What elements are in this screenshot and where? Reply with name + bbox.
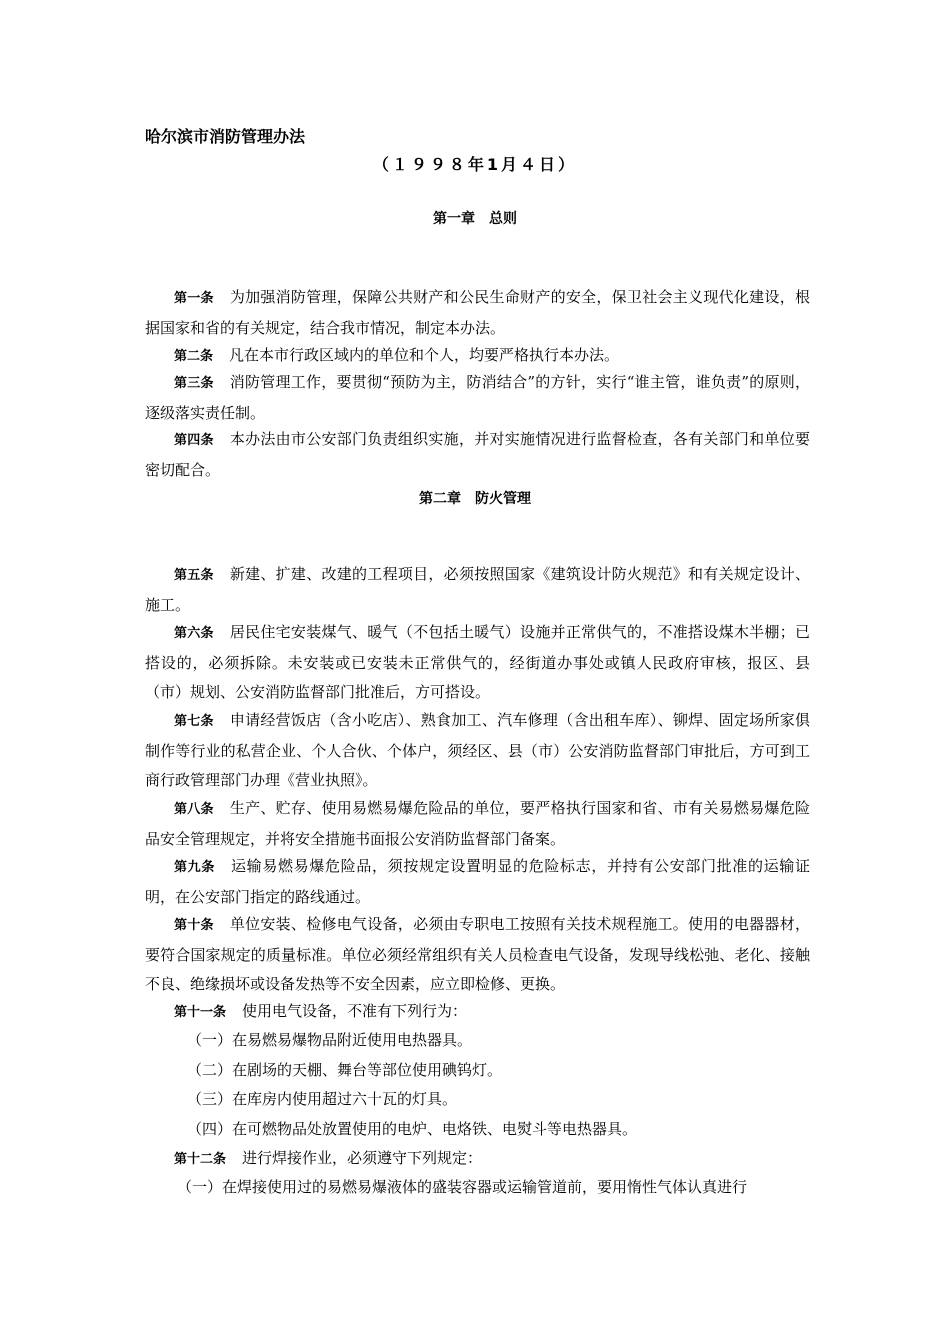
article-label: 第五条 — [174, 568, 214, 583]
document-date: （１９９８年1月４日） — [372, 155, 578, 174]
article — [145, 283, 810, 343]
article — [145, 706, 810, 796]
list-item: （一）在易燃易爆物品附近使用电热器具。 — [187, 1031, 473, 1049]
article-label: 第八条 — [174, 802, 214, 817]
article-text: 单位安装、检修电气设备，必须由专职电工按照有关技术规程施工。使用的电器器材，要符合国家规定的质量标准。单位必须经常组织有关人员检查电气设备，发现导线松弛、老化、接触不良、绝缘损坏或设备发热等不安全因素，应立即检修、更换。 — [145, 915, 810, 993]
article-label: 第三条 — [174, 376, 214, 391]
list-item: （四）在可燃物品处放置使用的电炉、电烙铁、电熨斗等电热器具。 — [187, 1120, 638, 1138]
article-text: 为加强消防管理，保障公共财产和公民生命财产的安全，保卫社会主义现代化建设，根据国家和省的有关规定，结合我市情况，制定本办法。 — [145, 288, 810, 337]
article — [145, 560, 810, 620]
article-text: 居民住宅安装煤气、暖气（不包括土暖气）设施并正常供气的，不准搭设煤木半棚；已搭设的，必须拆除。未安装或已安装未正常供气的，经街道办事处或镇人民政府审核，报区、县（市）规划、公安消防监督部门批准后，方可搭设。 — [145, 623, 810, 701]
article-label: 第一条 — [174, 291, 214, 306]
article — [145, 341, 810, 372]
list-item: （二）在剧场的天棚、舞台等部位使用碘钨灯。 — [187, 1061, 503, 1079]
article-text: 新建、扩建、改建的工程项目，必须按照国家《建筑设计防火规范》和有关规定设计、施工。 — [145, 565, 810, 614]
article-text: 进行焊接作业，必须遵守下列规定： — [242, 1149, 483, 1167]
article-label: 第六条 — [174, 626, 214, 641]
article-label: 第四条 — [174, 433, 214, 448]
list-item: （一）在焊接使用过的易燃易爆液体的盛装容器或运输管道前，要用惰性气体认真进行 — [177, 1178, 748, 1196]
article-text: 凡在本市行政区域内的单位和个人，均要严格执行本办法。 — [229, 346, 620, 364]
article — [145, 618, 810, 708]
article — [145, 1144, 810, 1175]
chapter-heading: 第一章 总则 — [433, 211, 517, 227]
article-text: 运输易燃易爆危险品，须按规定设置明显的危险标志，并持有公安部门批准的运输证明，在公安部门指定的路线通过。 — [145, 857, 810, 906]
article-label: 第二条 — [174, 349, 214, 364]
article — [145, 368, 810, 428]
article — [145, 910, 810, 1000]
article-text: 申请经营饭店（含小吃店）、熟食加工、汽车修理（含出租车库）、铆焊、固定场所家俱制作等行业的私营企业、个人合伙、个体户，须经区、县（市）公安消防监督部门审批后，方可到工商行政管理部门办理《营业执照》。 — [145, 711, 810, 789]
document-title: 哈尔滨市消防管理办法 — [145, 127, 306, 146]
article-label: 第十二条 — [174, 1152, 227, 1167]
article — [145, 997, 810, 1028]
article — [145, 794, 810, 854]
article-text: 生产、贮存、使用易燃易爆危险品的单位，要严格执行国家和省、市有关易燃易爆危险品安全管理规定，并将安全措施书面报公安消防监督部门备案。 — [145, 799, 810, 848]
list-item: （三）在库房内使用超过六十瓦的灯具。 — [187, 1090, 458, 1108]
chapter-heading: 第二章 防火管理 — [419, 491, 531, 507]
article — [145, 425, 810, 485]
article — [145, 852, 810, 912]
article-label: 第十一条 — [174, 1005, 227, 1020]
article-label: 第十条 — [174, 918, 214, 933]
article-label: 第九条 — [174, 860, 215, 875]
article-text: 消防管理工作，要贯彻“预防为主，防消结合”的方针，实行“谁主管，谁负责”的原则，逐级落实责任制。 — [145, 373, 810, 422]
article-text: 本办法由市公安部门负责组织实施，并对实施情况进行监督检查，各有关部门和单位要密切配合。 — [145, 430, 810, 479]
article-text: 使用电气设备，不准有下列行为： — [242, 1002, 468, 1020]
article-label: 第七条 — [174, 714, 214, 729]
